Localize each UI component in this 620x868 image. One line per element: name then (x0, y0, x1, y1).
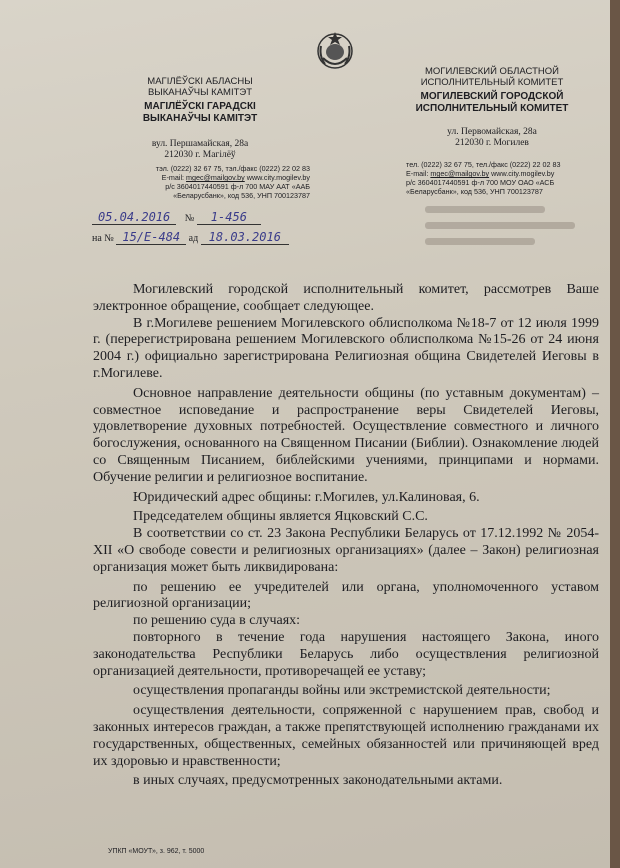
recipient-address-redacted (425, 206, 595, 256)
reference-line (92, 230, 289, 244)
paragraph: в иных случаях, предусмотренных законодательными актами. (133, 773, 503, 789)
reference-date: 18.03.2016 (201, 230, 289, 245)
right-bank2: «Беларусбанк», код 536, УНП 700123787 (406, 187, 543, 196)
state-emblem-icon (313, 28, 357, 72)
left-address1: вул. Першамайская, 28а (151, 139, 249, 149)
paragraph: Председателем общины является Яцковский С.С. (133, 509, 428, 525)
paragraph: Могилевский городской исполнительный комитет, рассмотрев Ваше электронное обращение, сообщает следующее. (93, 282, 599, 314)
registration-date: 05.04.2016 (92, 210, 176, 225)
left-header-line1: МАГІЛЁЎСКІ АБЛАСНЫ (147, 76, 253, 87)
right-address1: ул. Первомайская, 28а (447, 127, 537, 137)
paragraph: по решению ее учредителей или органа, уполномоченного уставом религиозной организации; (93, 579, 599, 612)
left-header (100, 76, 300, 161)
right-header-line2: ИСПОЛНИТЕЛЬНЫЙ КОМИТЕТ (420, 77, 564, 88)
page-edge (610, 0, 620, 868)
reference-number: 15/Е-484 (116, 230, 186, 245)
left-address2: 212030 г. Магілёў (164, 150, 236, 160)
right-email[interactable]: mgec@mailgov.by (430, 169, 490, 178)
left-bank2: «Беларусбанк», код 536, УНП 700123787 (173, 191, 310, 200)
registration-number-label: № (184, 213, 195, 224)
paragraph: Основное направление деятельности общины (по уставным документам) – совместное исповедание и распространение веры Свидетелей Иеговы, удовлетворение духовных потребностей. Осуществление совместного и личного богослужения, основанного на Священном Писании (Библии). Ознакомление людей со Священным Писанием, библейскими учениями, принципами и нормами. Обучение религии и религиозное воспитание. (93, 385, 599, 485)
reference-from-label: ад (188, 233, 199, 244)
left-contacts (110, 164, 310, 200)
left-bank1: р/с 3604017440591 ф-л 700 МАУ ААТ «ААБ (165, 182, 310, 191)
paragraph: В соответствии со ст. 23 Закона Республики Беларусь от 17.12.1992 № 2054-XII «О свободе совести и религиозных организациях» (далее – Закон) религиозная организация может быть ликвидирована: (93, 526, 599, 575)
registration-number: 1-456 (197, 210, 261, 225)
left-email-label: E-mail: (161, 173, 185, 182)
right-phone: тел. (0222) 32 67 75, тел./факс (0222) 22 02 83 (406, 160, 561, 169)
paragraph: Юридический адрес общины: г.Могилев, ул.Калиновая, 6. (133, 489, 480, 505)
left-header-line3: МАГІЛЁЎСКІ ГАРАДСКІ (144, 101, 256, 112)
right-bank1: р/с 3604017440591 ф-л 700 МОУ ОАО «АСБ (406, 178, 555, 187)
letter-body (93, 282, 599, 790)
right-header-line3: МОГИЛЕВСКИЙ ГОРОДСКОЙ (420, 91, 564, 102)
left-email[interactable]: mgec@mailgov.by (186, 173, 245, 182)
left-website[interactable]: www.city.mogilev.by (246, 173, 310, 182)
right-header-line4: ИСПОЛНИТЕЛЬНЫЙ КОМИТЕТ (415, 103, 569, 114)
paragraph: В г.Могилеве решением Могилевского облисполкома №18-7 от 12 июля 1999 г. (перерегистрирована решением Могилевского облисполкома №15-26 от 24 июня 2004 г.) официально зарегистрирована Религиозная община Свидетелей Иеговы в г.Могилеве. (93, 315, 599, 381)
right-address2: 212030 г. Могилев (455, 138, 529, 148)
registration-line (92, 210, 261, 224)
right-header (392, 66, 592, 149)
paragraph: повторного в течение года нарушения настоящего Закона, иного законодательства Республики Беларусь либо осуществления религиозной организацией деятельности, противоречащей ее уставу; (93, 629, 599, 679)
paragraph: осуществления пропаганды войны или экстремистской деятельности; (133, 683, 551, 699)
left-phone: тэл. (0222) 32 67 75, тэл./факс (0222) 22 02 83 (155, 164, 310, 173)
right-header-line1: МОГИЛЕВСКИЙ ОБЛАСТНОЙ (425, 66, 559, 77)
reference-label: на № (92, 233, 114, 244)
right-contacts (406, 160, 606, 196)
printer-footer: УПКП «МОУТ», з. 962, т. 5000 (108, 848, 205, 855)
right-website[interactable]: www.city.mogilev.by (491, 169, 555, 178)
paragraph: осуществления деятельности, сопряженной с нарушением прав, свобод и законных интересов граждан, а также препятствующей исполнению гражданами их государственных, общественных, семейных обязанностей или причиняющей вред их здоровью и нравственности; (93, 703, 599, 769)
left-header-line2: ВЫКАНАЎЧЫ КАМІТЭТ (147, 87, 253, 98)
right-email-label: E-mail: (406, 169, 429, 178)
left-header-line4: ВЫКАНАЎЧЫ КАМІТЭТ (142, 113, 258, 124)
paragraph: по решению суда в случаях: (133, 613, 301, 629)
